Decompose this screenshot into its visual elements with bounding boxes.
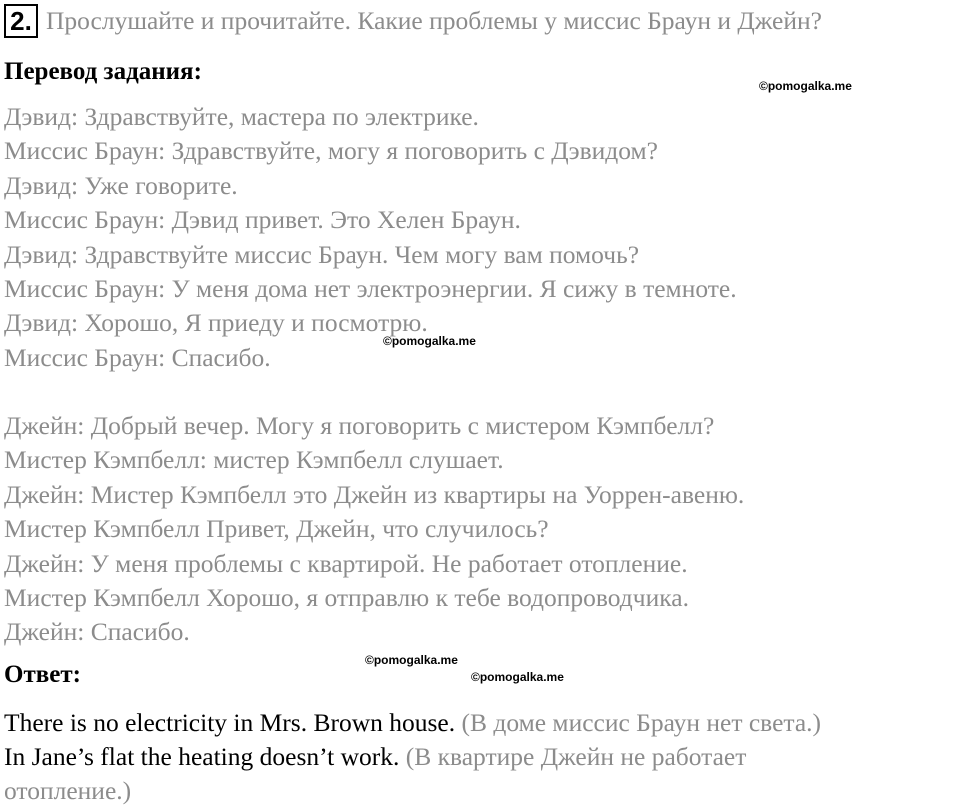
dialog-line: Джейн: У меня проблемы с квартирой. Не работает отопление. — [4, 548, 688, 578]
watermark: ©pomogalka.me — [383, 334, 476, 348]
answer-line-3 — [4, 774, 956, 808]
dialog-line: Дэвид: Здравствуйте миссис Браун. Чем могу вам помочь? — [4, 239, 640, 269]
dialog-line: Мистер Кэмпбелл Хорошо, я отправлю к тебе водопроводчика. — [4, 582, 689, 612]
answer-line-1 — [4, 706, 956, 740]
task-header — [4, 4, 960, 40]
dialog-line: Джейн: Мистер Кэмпбелл это Джейн из квартиры на Уоррен-авеню. — [4, 479, 745, 509]
watermark: ©pomogalka.me — [365, 653, 458, 667]
dialog-2 — [4, 409, 744, 650]
dialog-line: Джейн: Добрый вечер. Могу я поговорить с мистером Кэмпбелл? — [4, 411, 715, 440]
dialog-line: Миссис Браун: У меня дома нет электроэнергии. Я сижу в темноте. — [4, 273, 737, 303]
answer-heading: Ответ: — [4, 661, 81, 688]
dialog-line: Миссис Браун: Дэвид привет. Это Хелен Браун. — [4, 205, 521, 235]
watermark: ©pomogalka.me — [471, 670, 564, 684]
watermark: ©pomogalka.me — [759, 79, 852, 93]
dialog-line: Дэвид: Уже говорите. — [4, 170, 238, 200]
task-text: Прослушайте и прочитайте. Какие проблемы у миссис Браун и Джейн? — [46, 6, 822, 35]
dialog-line: Миссис Браун: Здравствуйте, могу я поговорить с Дэвидом? — [4, 136, 658, 166]
answer-en-2: In Jane’s flat the heating doesn’t work. — [4, 742, 400, 771]
dialog-1 — [4, 100, 737, 375]
dialog-line: Дэвид: Хорошо, Я приеду и посмотрю. — [4, 308, 428, 338]
answer-en-1: There is no electricity in Mrs. Brown house. — [4, 708, 456, 737]
dialog-line: Джейн: Спасибо. — [4, 617, 190, 647]
translation-heading: Перевод задания: — [4, 58, 202, 85]
dialog-line: Мистер Кэмпбелл Привет, Джейн, что случилось? — [4, 514, 549, 544]
dialog-line: Миссис Браун: Спасибо. — [4, 342, 271, 372]
dialog-line: Мистер Кэмпбелл: мистер Кэмпбелл слушает. — [4, 445, 504, 475]
answer-ru-1: (В доме миссис Браун нет света.) — [461, 708, 822, 737]
answer-text — [4, 706, 956, 808]
dialog-line: Дэвид: Здравствуйте, мастера по электрике. — [4, 102, 479, 131]
answer-ru-2: (В квартире Джейн не работает — [405, 742, 747, 771]
answer-line-2 — [4, 740, 956, 774]
answer-ru-3: отопление.) — [4, 776, 132, 805]
task-number-box: 2. — [4, 4, 38, 38]
